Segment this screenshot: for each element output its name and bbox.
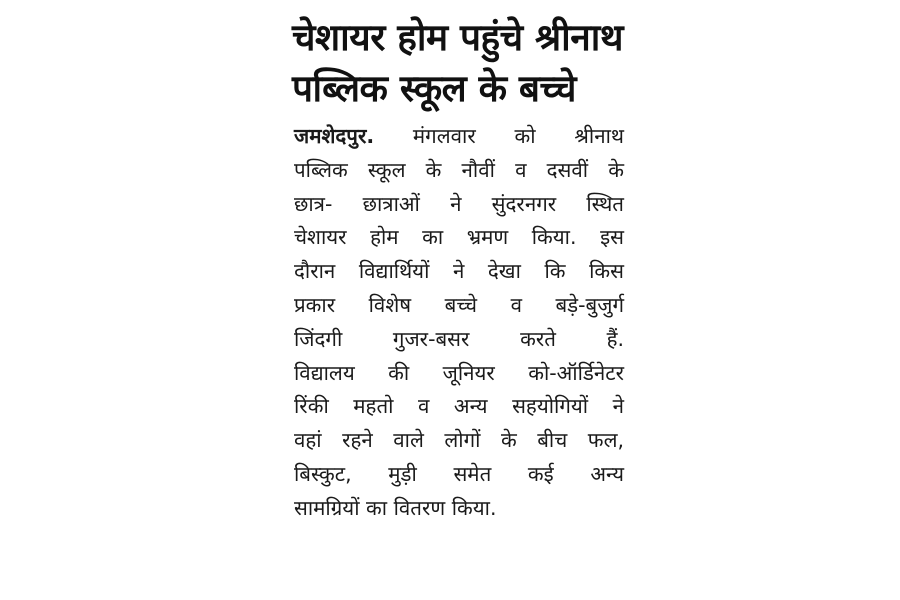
body-line-4: चेशायर होम का भ्रमण किया. इस [294,225,624,250]
body-line-5: दौरान विद्यार्थियों ने देखा कि किस [294,259,624,284]
body-line-1-text: मंगलवार को श्रीनाथ [374,124,624,148]
body-line-7: जिंदगी गुजर-बसर करते हैं. [294,326,624,351]
body-line-8: विद्यालय की जूनियर को-ऑर्डिनेटर [294,360,624,385]
body-line-3: छात्र- छात्राओं ने सुंदरनगर स्थित [294,191,624,216]
dateline: जमशेदपुर. [294,124,375,148]
headline [278,12,638,114]
headline-line-2: पब्लिक स्कूल के बच्चे [292,67,576,110]
news-clipping [278,12,638,526]
body-line-1 [294,120,624,154]
body-line-9: रिंकी महतो व अन्य सहयोगियों ने [294,394,624,419]
body-line-2: पब्लिक स्कूल के नौवीं व दसवीं के [294,157,624,182]
article-body [278,120,624,526]
body-line-11: बिस्कुट, मुड़ी समेत कई अन्य [294,461,624,486]
body-line-6: प्रकार विशेष बच्चे व बड़े-बुजुर्ग [294,292,624,317]
body-line-12: सामग्रियों का वितरण किया. [294,495,497,520]
body-line-10: वहां रहने वाले लोगों के बीच फल, [294,428,624,453]
headline-line-1: चेशायर होम पहुंचे श्रीनाथ [292,16,624,59]
